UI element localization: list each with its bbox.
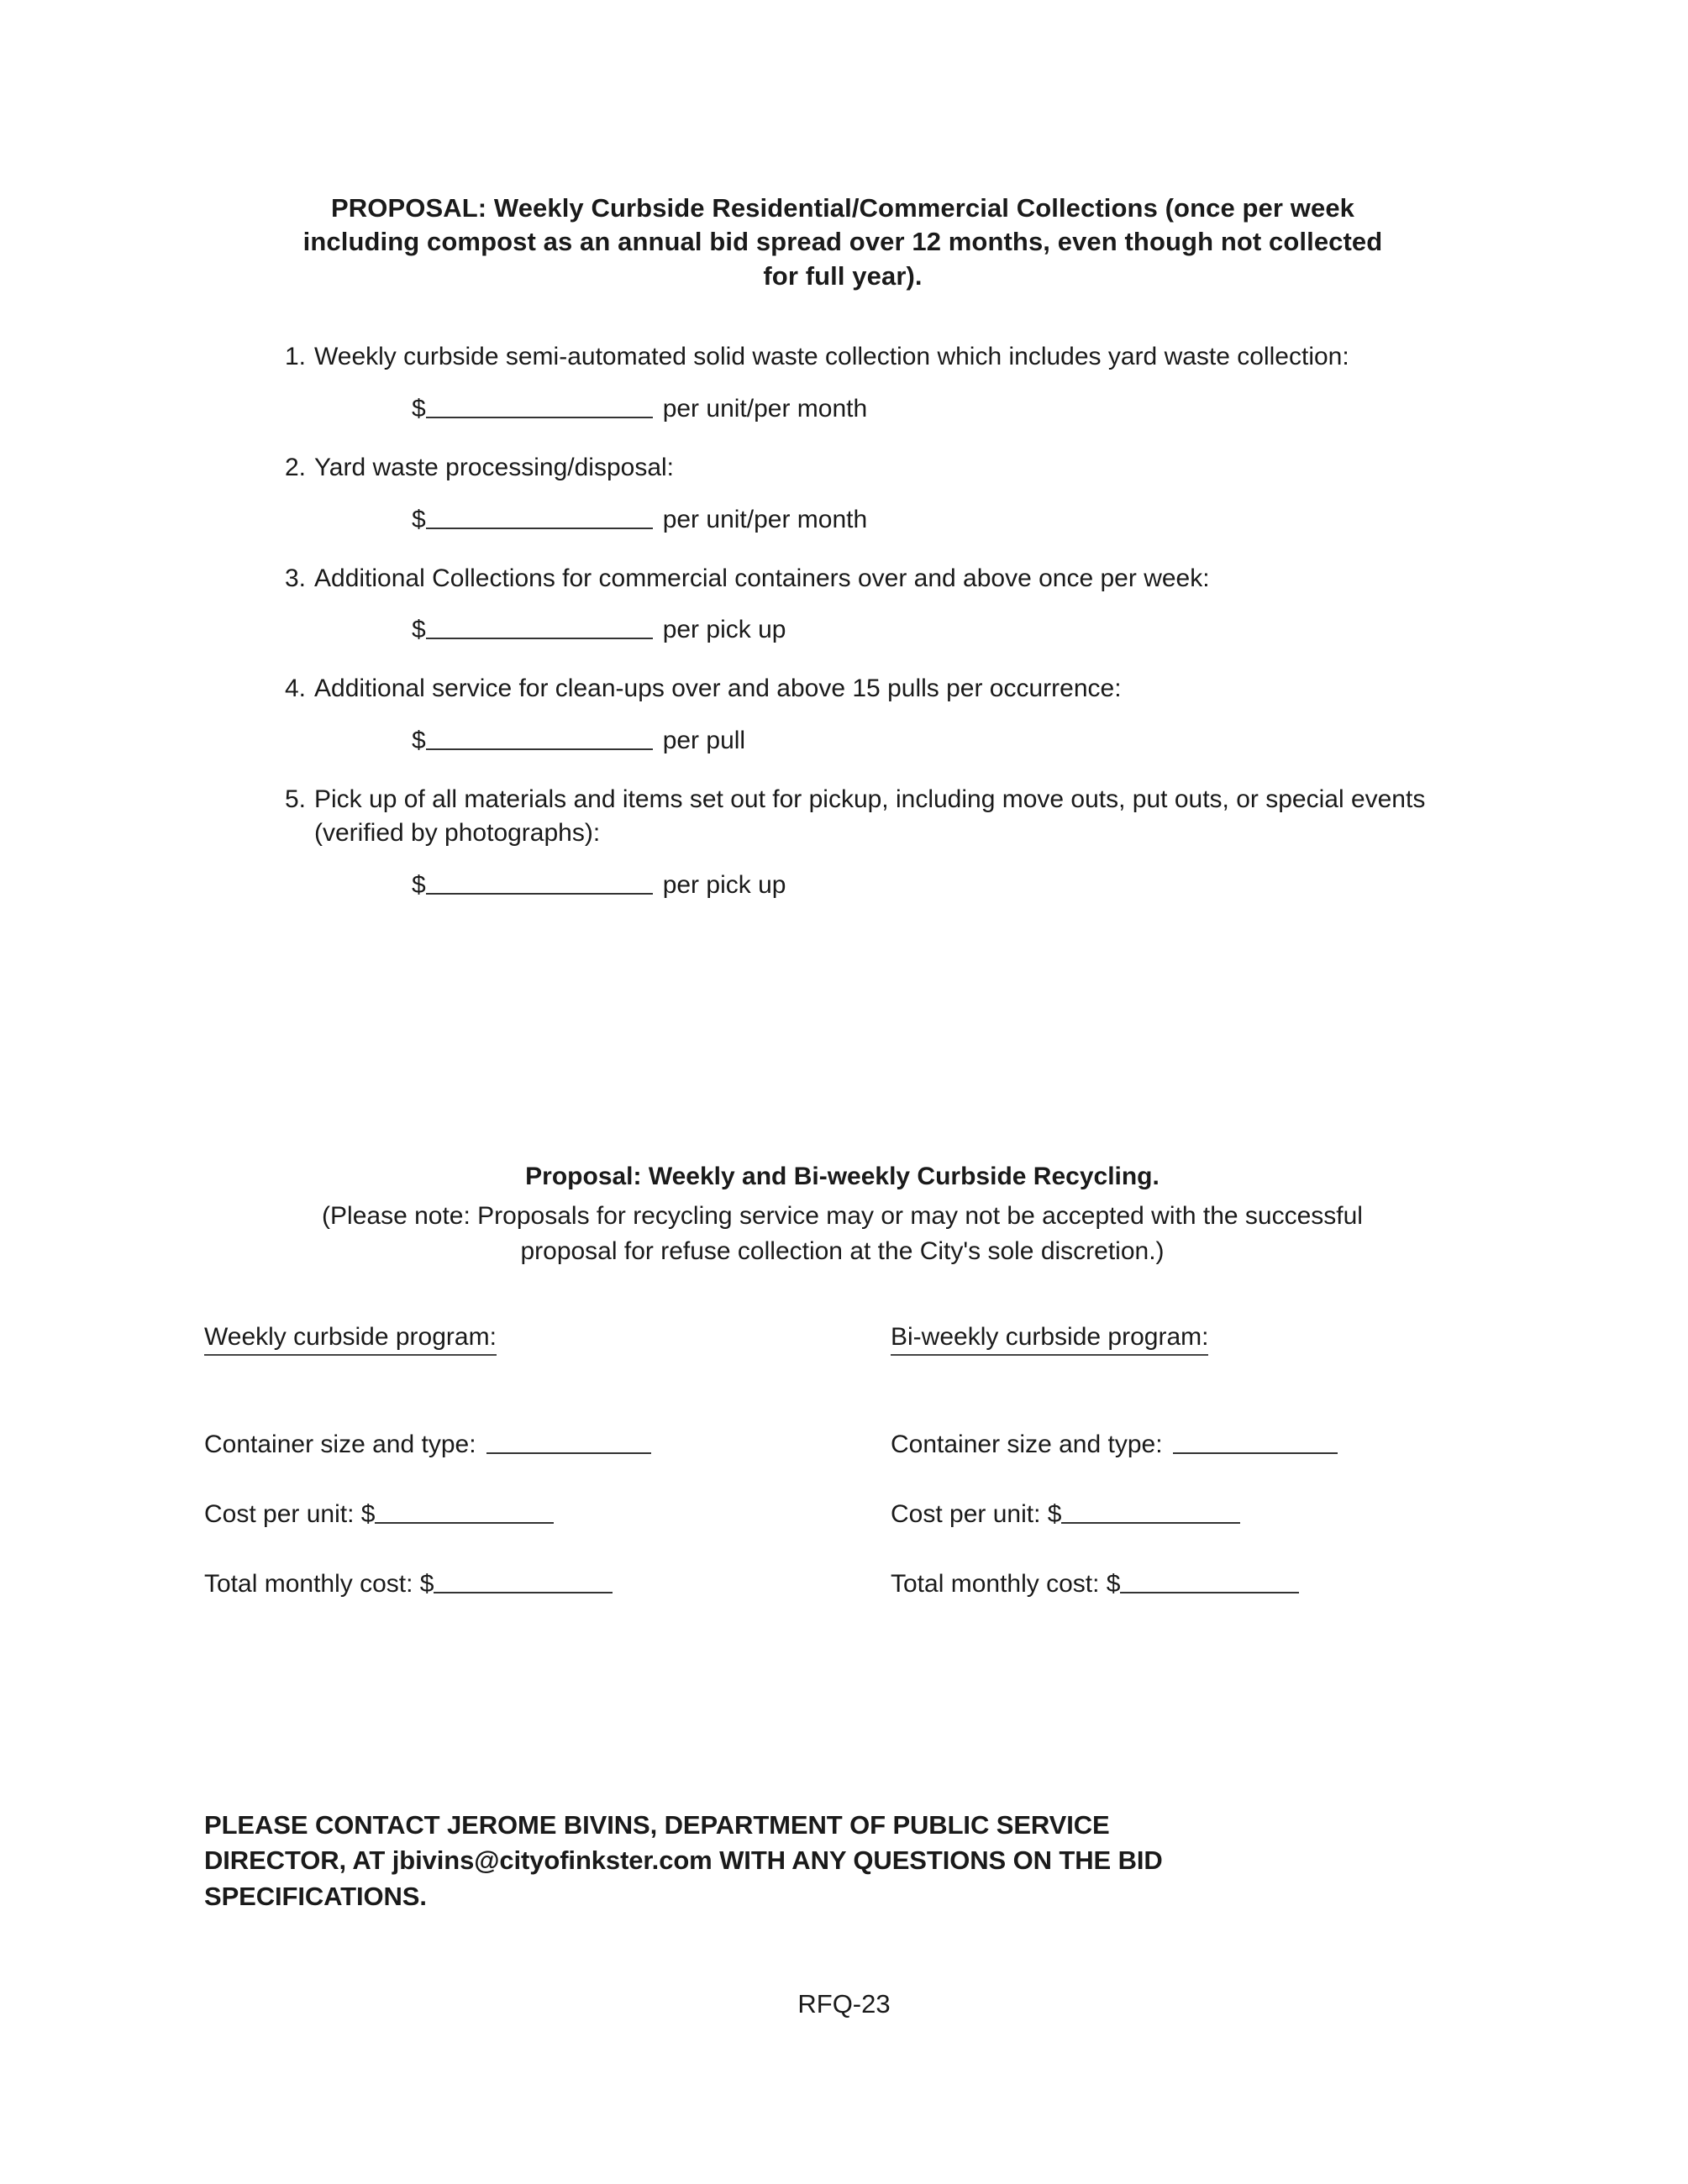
fill-in-unit-label: per unit/per month xyxy=(662,394,868,423)
field-row-total-monthly-cost xyxy=(891,1567,1512,1601)
list-item-text: Weekly curbside semi-automated solid waste collection which includes yard waste collection: xyxy=(314,343,1349,370)
list-item-number: 5. xyxy=(284,785,306,814)
list-item-text: Additional service for clean-ups over and above 15 pulls per occurrence: xyxy=(314,675,1122,703)
blank-line-input[interactable] xyxy=(426,503,653,529)
fill-in-unit-label: per pull xyxy=(662,727,746,755)
dollar-sign: $ xyxy=(1047,1499,1062,1528)
field-row-total-monthly-cost xyxy=(204,1567,826,1601)
field-label: Cost per unit: xyxy=(204,1499,355,1528)
page-title-line-2: including compost as an annual bid spread over 12 months, even though not collected xyxy=(302,227,1383,257)
dollar-sign: $ xyxy=(412,727,426,755)
field-row-container-size xyxy=(891,1428,1512,1462)
list-item-number: 2. xyxy=(284,453,306,481)
dollar-sign: $ xyxy=(412,505,426,533)
field-label: Total monthly cost: xyxy=(204,1569,413,1598)
field-label: Cost per unit: xyxy=(891,1499,1041,1528)
recycling-heading: Proposal: Weekly and Bi-weekly Curbside Recycling. xyxy=(525,1163,1160,1190)
dollar-sign: $ xyxy=(412,394,426,423)
field-row-container-size xyxy=(204,1428,826,1462)
list-item-text: Additional Collections for commercial containers over and above once per week: xyxy=(314,564,1210,592)
recycling-note-line-2: proposal for refuse collection at the City's sole discretion.) xyxy=(520,1237,1165,1266)
list-item xyxy=(204,451,1481,485)
blank-line-input[interactable] xyxy=(434,1567,613,1593)
fill-in-row xyxy=(204,613,1481,647)
field-row-cost-per-unit xyxy=(891,1498,1512,1531)
contact-notice xyxy=(204,1808,1448,1914)
biweekly-program-heading: Bi-weekly curbside program: xyxy=(891,1320,1208,1356)
fill-in-row xyxy=(204,392,1481,426)
list-item xyxy=(204,672,1481,706)
fill-in-unit-label: per pick up xyxy=(662,870,786,899)
blank-line-input[interactable] xyxy=(486,1429,651,1455)
blank-line-input[interactable] xyxy=(1061,1498,1240,1524)
dollar-sign: $ xyxy=(1106,1569,1121,1598)
blank-line-input[interactable] xyxy=(1120,1567,1299,1593)
dollar-sign: $ xyxy=(412,870,426,899)
list-item xyxy=(204,562,1481,596)
recycling-section xyxy=(189,1159,1496,1270)
contact-line-1: PLEASE CONTACT JEROME BIVINS, DEPARTMENT OF PUBLIC SERVICE xyxy=(204,1810,1110,1840)
fill-in-row xyxy=(204,869,1481,902)
blank-line-input[interactable] xyxy=(426,725,653,751)
field-label: Container size and type: xyxy=(204,1431,476,1458)
dollar-sign: $ xyxy=(412,616,426,644)
list-item-number: 4. xyxy=(284,675,306,703)
biweekly-curbside-program-column xyxy=(891,1320,1512,1637)
fill-in-row xyxy=(204,503,1481,537)
list-item-number: 1. xyxy=(284,343,306,370)
page-title xyxy=(204,192,1481,293)
list-item xyxy=(204,340,1481,374)
list-item-text: Pick up of all materials and items set out for pickup, including move outs, put outs, or special events (verified by photographs): xyxy=(314,785,1426,848)
contact-line-3: SPECIFICATIONS. xyxy=(204,1881,427,1911)
blank-line-input[interactable] xyxy=(426,869,653,895)
fill-in-unit-label: per unit/per month xyxy=(662,505,868,533)
dollar-sign: $ xyxy=(419,1569,434,1598)
page-title-line-3: for full year). xyxy=(763,260,923,291)
biweekly-program-fields xyxy=(891,1428,1512,1601)
weekly-program-fields xyxy=(204,1428,826,1601)
weekly-program-heading: Weekly curbside program: xyxy=(204,1320,497,1356)
recycling-note-line-1: (Please note: Proposals for recycling service may or may not be accepted with the successful xyxy=(322,1201,1363,1230)
blank-line-input[interactable] xyxy=(426,392,653,418)
blank-line-input[interactable] xyxy=(1173,1429,1338,1455)
dollar-sign: $ xyxy=(360,1499,376,1528)
proposal-item-list xyxy=(204,340,1481,927)
page-footer: RFQ-23 xyxy=(797,1989,891,2019)
field-label: Container size and type: xyxy=(891,1431,1163,1458)
weekly-curbside-program-column xyxy=(204,1320,826,1637)
fill-in-row xyxy=(204,724,1481,758)
field-label: Total monthly cost: xyxy=(891,1569,1100,1598)
page-title-line-1: PROPOSAL: Weekly Curbside Residential/Commercial Collections (once per week xyxy=(331,193,1354,223)
blank-line-input[interactable] xyxy=(426,614,653,640)
list-item-text: Yard waste processing/disposal: xyxy=(314,453,674,481)
contact-line-2: DIRECTOR, AT jbivins@cityofinkster.com WITH ANY QUESTIONS ON THE BID xyxy=(204,1845,1163,1876)
list-item xyxy=(204,783,1481,850)
list-item-number: 3. xyxy=(284,564,306,592)
blank-line-input[interactable] xyxy=(375,1498,554,1524)
field-row-cost-per-unit xyxy=(204,1498,826,1531)
fill-in-unit-label: per pick up xyxy=(662,616,786,644)
